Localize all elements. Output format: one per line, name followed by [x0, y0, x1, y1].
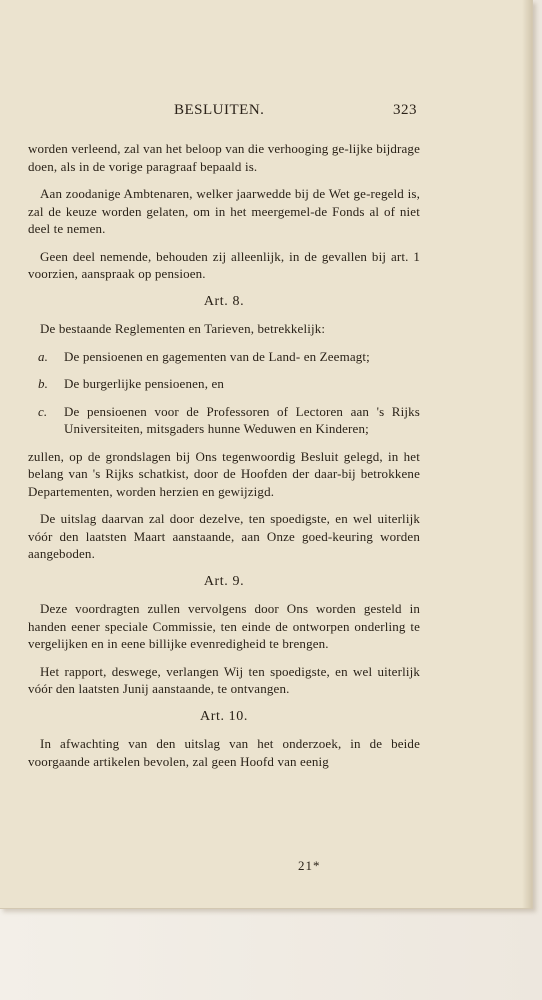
paragraph: Geen deel nemende, behouden zij alleenlijk, in de gevallen bij art. 1 voorzien, aanspraak op pensioen.: [28, 248, 420, 281]
paragraph: worden verleend, zal van het beloop van die verhooging ge-lijke bijdrage doen, als in de vorige paragraaf bepaald is.: [28, 141, 420, 174]
paragraph: Aan zoodanige Ambtenaren, welker jaarwedde bij de Wet ge-regeld is, zal de keuze worden gelaten, om in het meergemel-de Fonds al of niet deel te nemen.: [28, 186, 420, 236]
list-item-label: a.: [38, 348, 49, 364]
signature-mark: 21*: [298, 858, 321, 873]
list-item-label: b.: [38, 376, 49, 391]
page-edge-shadow: [522, 0, 532, 908]
paragraph: De uitslag daarvan zal door dezelve, ten spoedigste, en wel uiterlijk vóór den laatsten Maart aanstaande, aan Onze goed-keuring worden aangeboden.: [28, 511, 420, 561]
running-header: [0, 102, 532, 122]
running-title: BESLUITEN.: [174, 102, 265, 118]
article-heading: Art. 8.: [203, 293, 245, 309]
list-item-text: De pensioenen voor de Professoren of Lectoren aan 's Rijks Universiteiten, mitsgaders hunne Weduwen en Kinderen;: [64, 403, 420, 436]
paragraph: Het rapport, deswege, verlangen Wij ten spoedigste, en wel uiterlijk vóór den laatsten Junij aanstaande, te ontvangen.: [28, 663, 420, 696]
paragraph: Deze voordragten zullen vervolgens door Ons worden gesteld in handen eener speciale Commissie, ten einde de ontworpen onderling te vergelijken en in eene billijke evenredigheid te brengen.: [28, 601, 420, 651]
paragraph: De bestaande Reglementen en Tarieven, betrekkelijk:: [40, 321, 326, 336]
paragraph: In afwachting van den uitslag van het onderzoek, in de beide voorgaande artikelen bevolen, zal geen Hoofd van eenig: [28, 736, 420, 769]
list-item-text: De pensioenen en gagementen van de Land- en Zeemagt;: [64, 348, 370, 364]
list-item-text: De burgerlijke pensioenen, en: [64, 376, 225, 391]
article-heading: Art. 10.: [200, 708, 248, 724]
body-text: [28, 140, 420, 780]
list-item: [28, 348, 420, 366]
list-item-label: c.: [38, 403, 48, 419]
page-number: 323: [393, 102, 417, 118]
list-item: [28, 375, 420, 393]
paragraph: zullen, op de grondslagen bij Ons tegenwoordig Besluit gelegd, in het belang van 's Rijks schatkist, door de Hoofden der daar-bij betrokkene Departementen, worden herzien en gewijzigd.: [28, 448, 420, 499]
article-heading: Art. 9.: [203, 573, 245, 589]
list-item: [28, 403, 420, 438]
